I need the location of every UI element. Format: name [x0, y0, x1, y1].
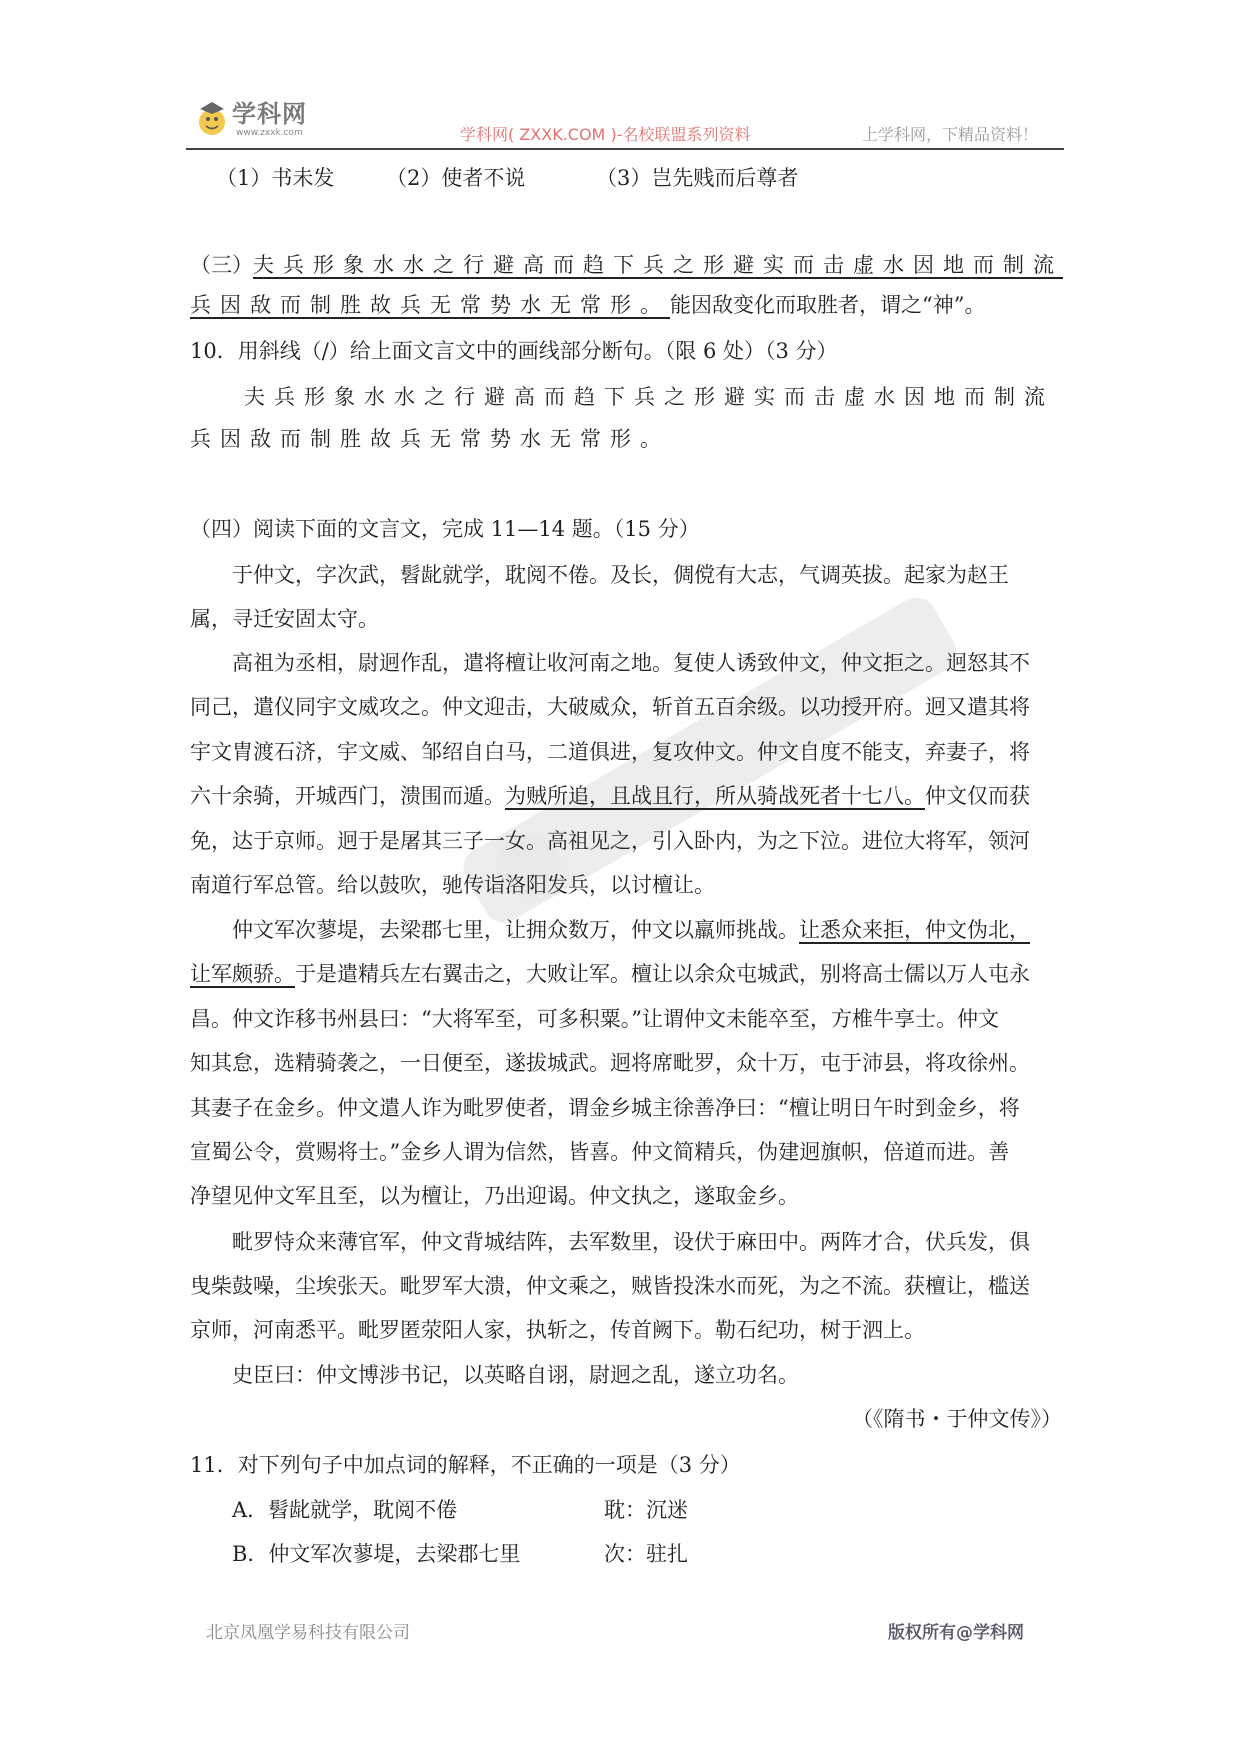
question-11: 11．对下列句子中加点词的解释，不正确的一项是（3 分） — [190, 1453, 741, 1477]
section-3-underlined-1: 夫兵形象水水之行避高而趋下兵之形避实而击虚水因地而制流 — [253, 253, 1063, 277]
footer-company: 北京凤凰学易科技有限公司 — [206, 1623, 410, 1643]
question-10: 10．用斜线（/）给上面文言文中的画线部分断句。（限 6 处）（3 分） — [190, 339, 838, 363]
passage-line: 免，达于京师。迥于是屠其三子一女。高祖见之，引入卧内，为之下泣。进位大将军，领河 — [190, 829, 1030, 853]
passage-source: （《隋书・于仲文传》） — [852, 1407, 1062, 1431]
passage-line: 高祖为丞相，尉迥作乱，遣将檀让收河南之地。复使人诱致仲文，仲文拒之。迥怒其不 — [232, 651, 1030, 675]
q11-option-b-gloss: 次：驻扎 — [604, 1542, 688, 1566]
passage-line: 南道行军总管。给以鼓吹，驰传诣洛阳发兵，以讨檀让。 — [190, 873, 715, 897]
header-divider — [186, 148, 1064, 150]
section-3-tail: 能因敌变化而取胜者，谓之“神”。 — [670, 293, 986, 317]
q9-item-2: （2）使者不说 — [386, 166, 526, 190]
passage-line — [190, 781, 1030, 811]
section-3-line-1 — [190, 250, 1063, 280]
passage-line: 昌。仲文诈移书州县曰：“大将军至，可多积粟。”让谓仲文未能卒至，方椎牛享士。仲文 — [190, 1007, 999, 1031]
passage-line: 属，寻迁安固太守。 — [190, 607, 379, 631]
passage-line: 史臣曰：仲文博涉书记，以英略自诩，尉迥之乱，遂立功名。 — [232, 1363, 799, 1387]
passage-line — [232, 915, 1030, 945]
passage-line: 京师，河南悉平。毗罗匿荥阳人家，执斩之，传首阙下。勒石纪功，树于泗上。 — [190, 1318, 925, 1342]
passage-segment: 仲文仅而获 — [925, 784, 1030, 808]
passage-line: 于仲文，字次武，髫龀就学，耽阅不倦。及长，倜傥有大志，气调英拔。起家为赵王 — [232, 563, 1009, 587]
logo-text: 学科网 — [232, 100, 307, 128]
passage-line: 净望见仲文军且至，以为檀让，乃出迎谒。仲文执之，遂取金乡。 — [190, 1184, 799, 1208]
passage-line — [190, 959, 1030, 989]
passage-segment: 六十余骑，开城西门，溃围而遁。 — [190, 784, 505, 808]
q10-text-line-1: 夫兵形象水水之行避高而趋下兵之形避实而击虚水因地而制流 — [244, 385, 1054, 409]
passage-line: 知其怠，选精骑袭之，一日便至，遂拔城武。迥将席毗罗，众十万，屯于沛县，将攻徐州。 — [190, 1051, 1030, 1075]
section-3-line-2 — [190, 290, 985, 320]
q9-item-3: （3）岂先贱而后尊者 — [596, 166, 799, 190]
q9-item-1: （1）书未发 — [216, 166, 335, 190]
header-right-text: 上学科网，下精品资料！ — [862, 125, 1039, 144]
passage-line: 其妻子在金乡。仲文遣人诈为毗罗使者，谓金乡城主徐善净曰：“檀让明日午时到金乡，将 — [190, 1096, 1020, 1120]
section-4-title: （四）阅读下面的文言文，完成 11—14 题。（15 分） — [190, 517, 700, 541]
passage-line: 宣蜀公令，赏赐将士。”金乡人谓为信然，皆喜。仲文简精兵，伪建迥旗帜，倍道而进。善 — [190, 1140, 1010, 1164]
footer-copyright: 版权所有@学科网 — [888, 1623, 1024, 1643]
passage-segment: 仲文军次蓼堤，去梁郡七里，让拥众数万，仲文以羸师挑战。 — [232, 918, 799, 942]
underlined-sentence-1: 为贼所追，且战且行，所从骑战死者十七八。 — [505, 784, 925, 808]
section-3-prefix: （三） — [190, 253, 253, 277]
q11-option-b: B．仲文军次蓼堤，去梁郡七里 — [232, 1542, 521, 1566]
passage-line: 宇文胄渡石济，宇文威、邹绍自白马，二道俱进，复攻仲文。仲文自度不能支，弃妻子，将 — [190, 740, 1030, 764]
underlined-sentence-2b: 让军颇骄。 — [190, 962, 295, 986]
passage-line: 毗罗恃众来薄官军，仲文背城结阵，去军数里，设伏于麻田中。两阵才合，伏兵发，俱 — [232, 1230, 1030, 1254]
header-center-text: 学科网( ZXXK.COM )-名校联盟系列资料 — [460, 125, 751, 144]
passage-segment: 于是遣精兵左右翼击之，大败让军。檀让以余众屯城武，别将高士儒以万人屯永 — [295, 962, 1030, 986]
q10-text-line-2: 兵因敌而制胜故兵无常势水无常形。 — [190, 427, 670, 451]
passage-line: 同己，遣仪同宇文威攻之。仲文迎击，大破威众，斩首五百余级。以功授开府。迥又遣其将 — [190, 695, 1030, 719]
q11-option-a: A．髫龀就学，耽阅不倦 — [232, 1498, 458, 1522]
section-3-underlined-2: 兵因敌而制胜故兵无常势水无常形。 — [190, 293, 670, 317]
passage-line: 曳柴鼓噪，尘埃张天。毗罗军大溃，仲文乘之，贼皆投洙水而死，为之不流。获檀让，槛送 — [190, 1274, 1030, 1298]
q11-option-a-gloss: 耽：沉迷 — [604, 1498, 688, 1522]
logo-url: www.zxxk.com — [236, 128, 303, 138]
underlined-sentence-2a: 让悉众来拒，仲文伪北， — [799, 918, 1030, 942]
